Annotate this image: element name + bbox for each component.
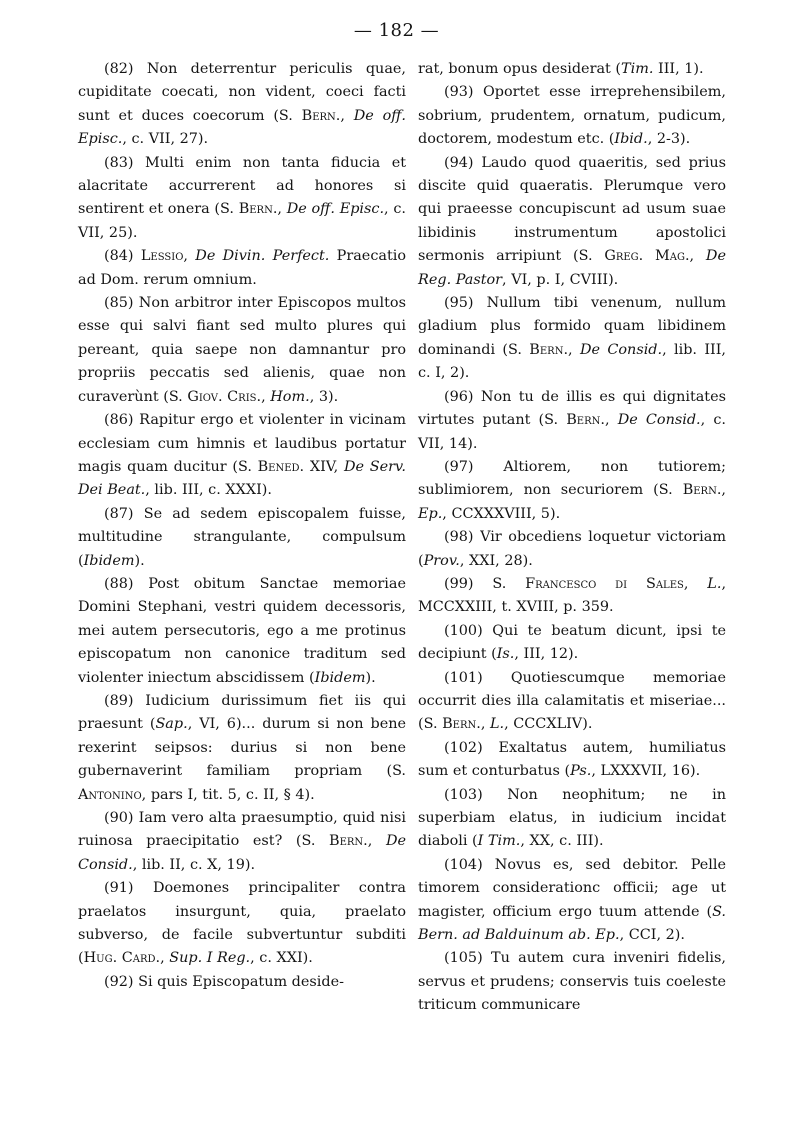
footnote-n92: (92) Si quis Episcopatum deside- bbox=[104, 973, 344, 990]
footnote-n91: (91) Doemones principaliter contra praelatos insurgunt, quia, praelato subverso, de facile subvertuntur subditi (Hug. Card., Sup. I Reg., c. XXI). bbox=[78, 880, 406, 967]
footnote-n101: (101) Quotiescumque memoriae occurrit dies illa calamitatis et miseriae... (S. Bern., L., CCCXLIV). bbox=[418, 669, 726, 733]
footnote-n89: (89) Iudicium durissimum fiet iis qui praesunt (Sap., VI, 6)... durum si non bene rexerint seipsos: durius si non bene gubernaverint familiam propriam (S. Antonino, pars I, tit. 5, c. II, § 4). bbox=[78, 692, 406, 803]
footnote-n102: (102) Exaltatus autem, humiliatus sum et conturbatus (Ps., LXXXVII, 16). bbox=[418, 739, 726, 780]
footnote-n97: (97) Altiorem, non tutiorem; sublimiorem, non securiorem (S. Bern., Ep., CCXXXVIII, 5). bbox=[418, 458, 726, 522]
footnote-n82: (82) Non deterrentur periculis quae, cupiditate coecati, non vident, coeci facti sunt et duces coecorum (S. Bern., De off. Episc., c. VII, 27). bbox=[78, 61, 407, 148]
right-column bbox=[418, 58, 726, 1018]
footnote-n87: (87) Se ad sedem episcopalem fuisse, multitudine strangulante, compulsum (Ibidem). bbox=[78, 505, 406, 569]
footnote-n86: (86) Rapitur ergo et violenter in vicinam ecclesiam cum himnis et laudibus portatur magis quam ducitur (S. Bened. XIV, De Serv. Dei Beat., lib. III, c. XXXI). bbox=[78, 412, 406, 499]
footnote-n92c: rat, bonum opus desiderat (Tim. III, 1). bbox=[418, 61, 704, 77]
page-number-header: — 182 — bbox=[353, 20, 440, 41]
footnote-n93: (93) Oportet esse irreprehensibilem, sobrium, prudentem, ornatum, pudicum, doctorem, modestum etc. (Ibid., 2-3). bbox=[418, 84, 726, 148]
footnote-n95: (95) Nullum tibi venenum, nullum gladium plus formido quam libidinem dominandi (S. Bern., De Consid., lib. III, c. I, 2). bbox=[418, 295, 726, 382]
left-column bbox=[78, 58, 406, 994]
footnote-n94: (94) Laudo quod quaeritis, sed prius discite quid quaeratis. Plerumque vero qui praeesse concupiscunt ad usum suae libidinis instrumentum apostolici sermonis arripiunt (S. Greg. Mag., De Reg. Pastor, VI, p. I, CVIII). bbox=[418, 154, 726, 288]
footnote-n104: (104) Novus es, sed debitor. Pelle timorem considerationc officii; age ut magister, officium ergo tuum attende (S. Bern. ad Balduinum ab. Ep., CCI, 2). bbox=[418, 856, 726, 944]
footnote-n85: (85) Non arbitror inter Episcopos multos esse qui salvi fiant sed multo plures qui pereant, quia saepe non damnantur pro propriis peccatis sed alienis, quae non curaverùnt (S. Giov. Cris., Hom., 3). bbox=[78, 295, 406, 405]
footnote-n96: (96) Non tu de illis es qui dignitates virtutes putant (S. Bern., De Consid., c. VII, 14). bbox=[418, 388, 726, 452]
footnote-n100: (100) Qui te beatum dicunt, ipsi te decipiunt (Is., III, 12). bbox=[418, 622, 726, 663]
footnote-n105: (105) Tu autem cura inveniri fidelis, servus et prudens; conservis tuis coeleste triticum communicare bbox=[418, 950, 726, 1014]
footnote-n98: (98) Vir obcediens loquetur victoriam (Prov., XXI, 28). bbox=[418, 529, 726, 569]
footnote-n103: (103) Non neophitum; ne in superbiam elatus, in iudicium incidat diaboli (I Tim., XX, c. III). bbox=[418, 786, 726, 850]
footnote-n83: (83) Multi enim non tanta fiducia et alacritate accurrerent ad honores si sentirent et onera (S. Bern., De off. Episc., c. VII, 25). bbox=[78, 154, 406, 241]
footnote-n84: (84) Lessio, De Divin. Perfect. Praecatio ad Dom. rerum omnium. bbox=[78, 248, 407, 288]
footnote-n88: (88) Post obitum Sanctae memoriae Domini Stephani, vestri quidem decessoris, mei autem persecutoris, ego a me protinus episcopatum non canonice traditum sed violenter iniectum abscidissem (Ibidem). bbox=[78, 575, 406, 686]
footnote-n99: (99) S. Francesco di Sales, L., MCCXXIII, t. XVIII, p. 359. bbox=[418, 575, 727, 616]
footnote-n90: (90) Iam vero alta praesumptio, quid nisi ruinosa praecipitatio est? (S. Bern., De Consid., lib. II, c. X, 19). bbox=[78, 810, 406, 873]
